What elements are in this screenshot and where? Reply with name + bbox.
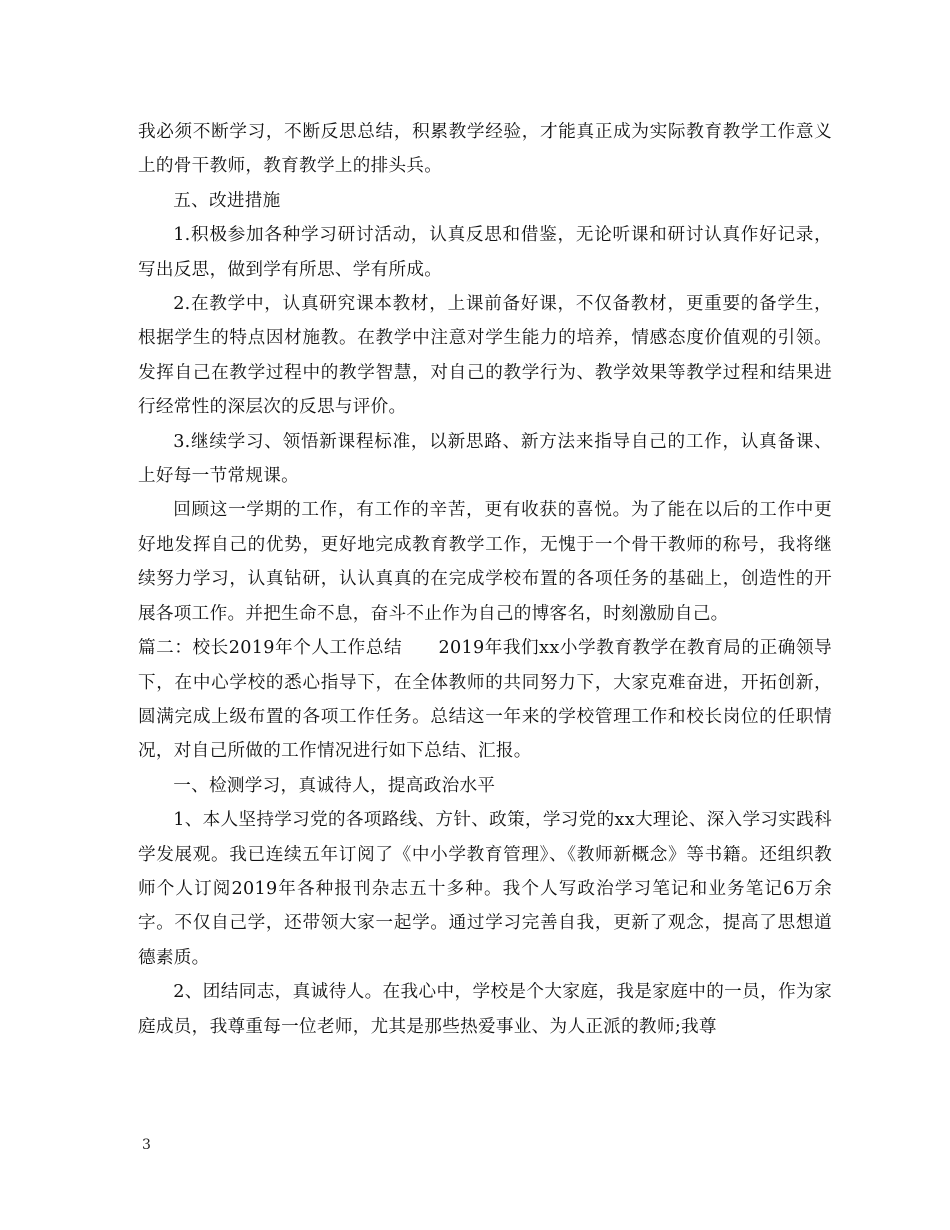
paragraph-review: 回顾这一学期的工作，有工作的辛苦，更有收获的喜悦。为了能在以后的工作中更好地发挥自己的优势，更好地完成教育教学工作，无愧于一个骨干教师的称号，我将继续努力学习，认真钻研，认认真真的在完成学校布置的各项任务的基础上，创造性的开展各项工作。并把生命不息，奋斗不止作为自己的博客名，时刻激励自己。 (138, 500, 832, 624)
paragraph-measure-3: 3.继续学习、领悟新课程标准，以新思路、新方法来指导自己的工作，认真备课、上好每一节常规课。 (138, 431, 832, 487)
page-number: 3 (142, 1137, 151, 1153)
paragraph-article-two: 篇二：校长2019年个人工作总结 2019年我们xx小学教育教学在教育局的正确领导下，在中心学校的悉心指导下，在全体教师的共同努力下，大家克难奋进，开拓创新，圆满完成上级布置的各项工作任务。总结这一年来的学校管理工作和校长岗位的任职情况，对自己所做的工作情况进行如下总结、汇报。 (138, 638, 832, 762)
paragraph-measure-2: 2.在教学中，认真研究课本教材，上课前备好课，不仅备教材，更重要的备学生，根据学生的特点因材施教。在教学中注意对学生能力的培养，情感态度价值观的引领。发挥自己在教学过程中的教学智慧，对自己的教学行为、教学效果等教学过程和结果进行经常性的深层次的反思与评价。 (138, 294, 832, 418)
paragraph-measure-1: 1.积极参加各种学习研讨活动，认真反思和借鉴，无论听课和研讨认真作好记录，写出反思，做到学有所思、学有所成。 (138, 225, 832, 280)
paragraph-study-1: 1、本人坚持学习党的各项路线、方针、政策，学习党的xx大理论、深入学习实践科学发展观。我已连续五年订阅了《中小学教育管理》、《教师新概念》等书籍。还组织教师个人订阅2019年各种报刊杂志五十多种。我个人写政治学习笔记和业务笔记6万余字。不仅自己学，还带领大家一起学。通过学习完善自我，更新了观念，提高了思想道德素质。 (138, 810, 832, 968)
document-body (138, 115, 832, 1044)
paragraph-continuation: 我必须不断学习，不断反思总结，积累教学经验，才能真正成为实际教育教学工作意义上的骨干教师，教育教学上的排头兵。 (138, 122, 832, 177)
section-heading-study: 一、检测学习，真诚待人，提高政治水平 (173, 775, 496, 796)
paragraph-study-2: 2、团结同志，真诚待人。在我心中，学校是个大家庭，我是家庭中的一员，作为家庭成员，我尊重每一位老师，尤其是那些热爱事业、为人正派的教师;我尊 (138, 982, 832, 1037)
section-heading-improvement: 五、改进措施 (173, 190, 281, 211)
